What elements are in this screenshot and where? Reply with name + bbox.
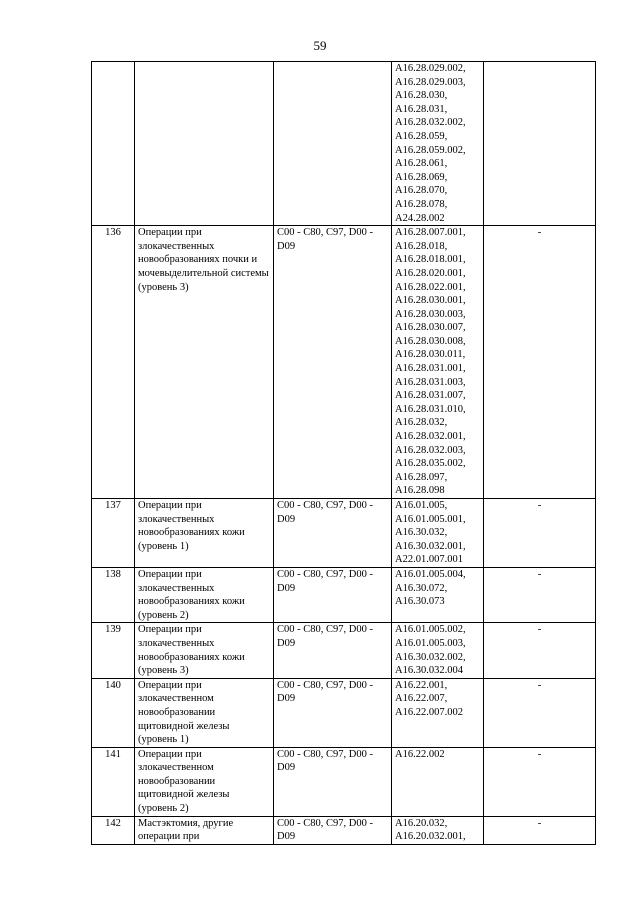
service-code: А16.22.002 xyxy=(395,748,445,760)
service-code: А16.30.072, xyxy=(395,582,448,594)
service-code: А16.28.030.011, xyxy=(395,349,466,361)
service-code: А16.20.032.001, xyxy=(395,831,466,843)
service-codes-list xyxy=(395,679,480,720)
service-code: А16.28.029.003, xyxy=(395,76,466,88)
operation-name-cell: Операции при злокачественных новообразованиях кожи (уровень 1) xyxy=(135,499,274,568)
service-code: А16.28.098 xyxy=(395,485,445,497)
row-number-cell: 138 xyxy=(92,567,135,622)
icd-codes-cell: C00 - C80, C97, D00 - D09 xyxy=(274,816,392,844)
service-code: А16.28.031.001, xyxy=(395,363,466,375)
operation-name-cell: Операции при злокачественных новообразованиях кожи (уровень 3) xyxy=(135,623,274,678)
icd-codes-cell: C00 - C80, C97, D00 - D09 xyxy=(274,747,392,816)
icd-codes-cell xyxy=(274,62,392,226)
service-code: А16.30.032.001, xyxy=(395,540,466,552)
row-number-cell: 139 xyxy=(92,623,135,678)
service-code: А16.28.007.001, xyxy=(395,227,466,239)
row-number-cell: 140 xyxy=(92,678,135,747)
service-code: А16.28.018.001, xyxy=(395,254,466,266)
service-codes-cell xyxy=(392,623,484,678)
service-code: А16.28.069, xyxy=(395,171,448,183)
icd-codes-cell: C00 - C80, C97, D00 - D09 xyxy=(274,499,392,568)
service-code: А16.30.032, xyxy=(395,527,448,539)
service-codes-list xyxy=(395,817,480,844)
service-code: А16.28.032, xyxy=(395,417,448,429)
operation-name-cell: Операции при злокачественных новообразованиях кожи (уровень 2) xyxy=(135,567,274,622)
service-code: А16.28.031.007, xyxy=(395,390,466,402)
icd-codes-cell: C00 - C80, C97, D00 - D09 xyxy=(274,678,392,747)
operation-name-cell: Мастэктомия, другие операции при xyxy=(135,816,274,844)
table-row xyxy=(92,499,596,568)
table-row xyxy=(92,62,596,226)
operation-name-cell xyxy=(135,62,274,226)
table-body xyxy=(92,62,596,845)
operation-name-cell: Операции при злокачественных новообразованиях почки и мочевыделительной системы (уровень 3) xyxy=(135,226,274,499)
service-code: А16.28.061, xyxy=(395,158,448,170)
row-number-cell: 137 xyxy=(92,499,135,568)
service-code: А16.22.007, xyxy=(395,693,448,705)
icd-codes-cell: C00 - C80, C97, D00 - D09 xyxy=(274,623,392,678)
page-number: 59 xyxy=(313,38,327,53)
table-row xyxy=(92,747,596,816)
service-code: А16.28.031, xyxy=(395,103,448,115)
row-number-cell: 142 xyxy=(92,816,135,844)
service-code: А16.28.031.003, xyxy=(395,376,466,388)
service-code: А16.30.032.002, xyxy=(395,651,466,663)
service-code: А16.28.097, xyxy=(395,471,448,483)
service-code: А16.28.032.002, xyxy=(395,117,466,129)
service-code: А16.28.030.008, xyxy=(395,335,466,347)
service-code: А16.01.005.001, xyxy=(395,513,466,525)
additional-criteria-cell xyxy=(484,62,596,226)
row-number-cell: 141 xyxy=(92,747,135,816)
additional-criteria-cell: - xyxy=(484,816,596,844)
service-codes-cell xyxy=(392,62,484,226)
additional-criteria-cell: - xyxy=(484,567,596,622)
service-codes-cell xyxy=(392,499,484,568)
service-code: А16.28.022.001, xyxy=(395,281,466,293)
service-code: А16.28.031.010, xyxy=(395,403,466,415)
service-codes-list xyxy=(395,499,480,567)
service-code: А16.28.035.002, xyxy=(395,458,466,470)
additional-criteria-cell: - xyxy=(484,678,596,747)
service-codes-cell xyxy=(392,747,484,816)
service-code: А16.28.030, xyxy=(395,90,448,102)
procedures-table xyxy=(91,61,596,845)
service-code: А16.28.059, xyxy=(395,130,448,142)
service-codes-list xyxy=(395,623,480,677)
service-code: А16.28.030.003, xyxy=(395,308,466,320)
icd-codes-cell: C00 - C80, C97, D00 - D09 xyxy=(274,567,392,622)
table-row xyxy=(92,623,596,678)
row-number-cell: 136 xyxy=(92,226,135,499)
service-code: А16.28.029.002, xyxy=(395,63,466,74)
service-code: А24.28.002 xyxy=(395,212,445,224)
service-code: А16.22.001, xyxy=(395,679,448,691)
service-code: А16.01.005, xyxy=(395,500,448,511)
table-row xyxy=(92,816,596,844)
service-code: А16.22.007.002 xyxy=(395,706,463,718)
service-codes-cell xyxy=(392,678,484,747)
service-code: А16.28.059.002, xyxy=(395,144,466,156)
table-row xyxy=(92,567,596,622)
service-codes-list xyxy=(395,62,480,225)
service-codes-list xyxy=(395,226,480,498)
service-code: А16.28.032.001, xyxy=(395,431,466,443)
service-code: А16.30.073 xyxy=(395,596,445,608)
service-code: А16.01.005.002, xyxy=(395,624,466,636)
additional-criteria-cell: - xyxy=(484,747,596,816)
row-number-cell xyxy=(92,62,135,226)
operation-name-cell: Операции при злокачественном новообразовании щитовидной железы (уровень 2) xyxy=(135,747,274,816)
service-code: А16.28.020.001, xyxy=(395,267,466,279)
service-codes-cell xyxy=(392,816,484,844)
additional-criteria-cell: - xyxy=(484,499,596,568)
table-row xyxy=(92,226,596,499)
additional-criteria-cell: - xyxy=(484,623,596,678)
service-code: А16.30.032.004 xyxy=(395,665,463,677)
operation-name-cell: Операции при злокачественном новообразовании щитовидной железы (уровень 1) xyxy=(135,678,274,747)
table-row xyxy=(92,678,596,747)
additional-criteria-cell: - xyxy=(484,226,596,499)
service-codes-list xyxy=(395,568,480,609)
service-code: А16.28.030.007, xyxy=(395,322,466,334)
service-codes-cell xyxy=(392,567,484,622)
service-code: А16.20.032, xyxy=(395,817,448,829)
service-codes-list xyxy=(395,748,480,762)
service-codes-cell xyxy=(392,226,484,499)
service-code: А16.28.030.001, xyxy=(395,295,466,307)
service-code: А22.01.007.001 xyxy=(395,554,463,566)
service-code: А16.28.032.003, xyxy=(395,444,466,456)
service-code: А16.01.005.004, xyxy=(395,568,466,580)
service-code: А16.28.070, xyxy=(395,185,448,197)
icd-codes-cell: C00 - C80, C97, D00 - D09 xyxy=(274,226,392,499)
service-code: А16.28.078, xyxy=(395,198,448,210)
service-code: А16.01.005.003, xyxy=(395,637,466,649)
service-code: А16.28.018, xyxy=(395,240,448,252)
